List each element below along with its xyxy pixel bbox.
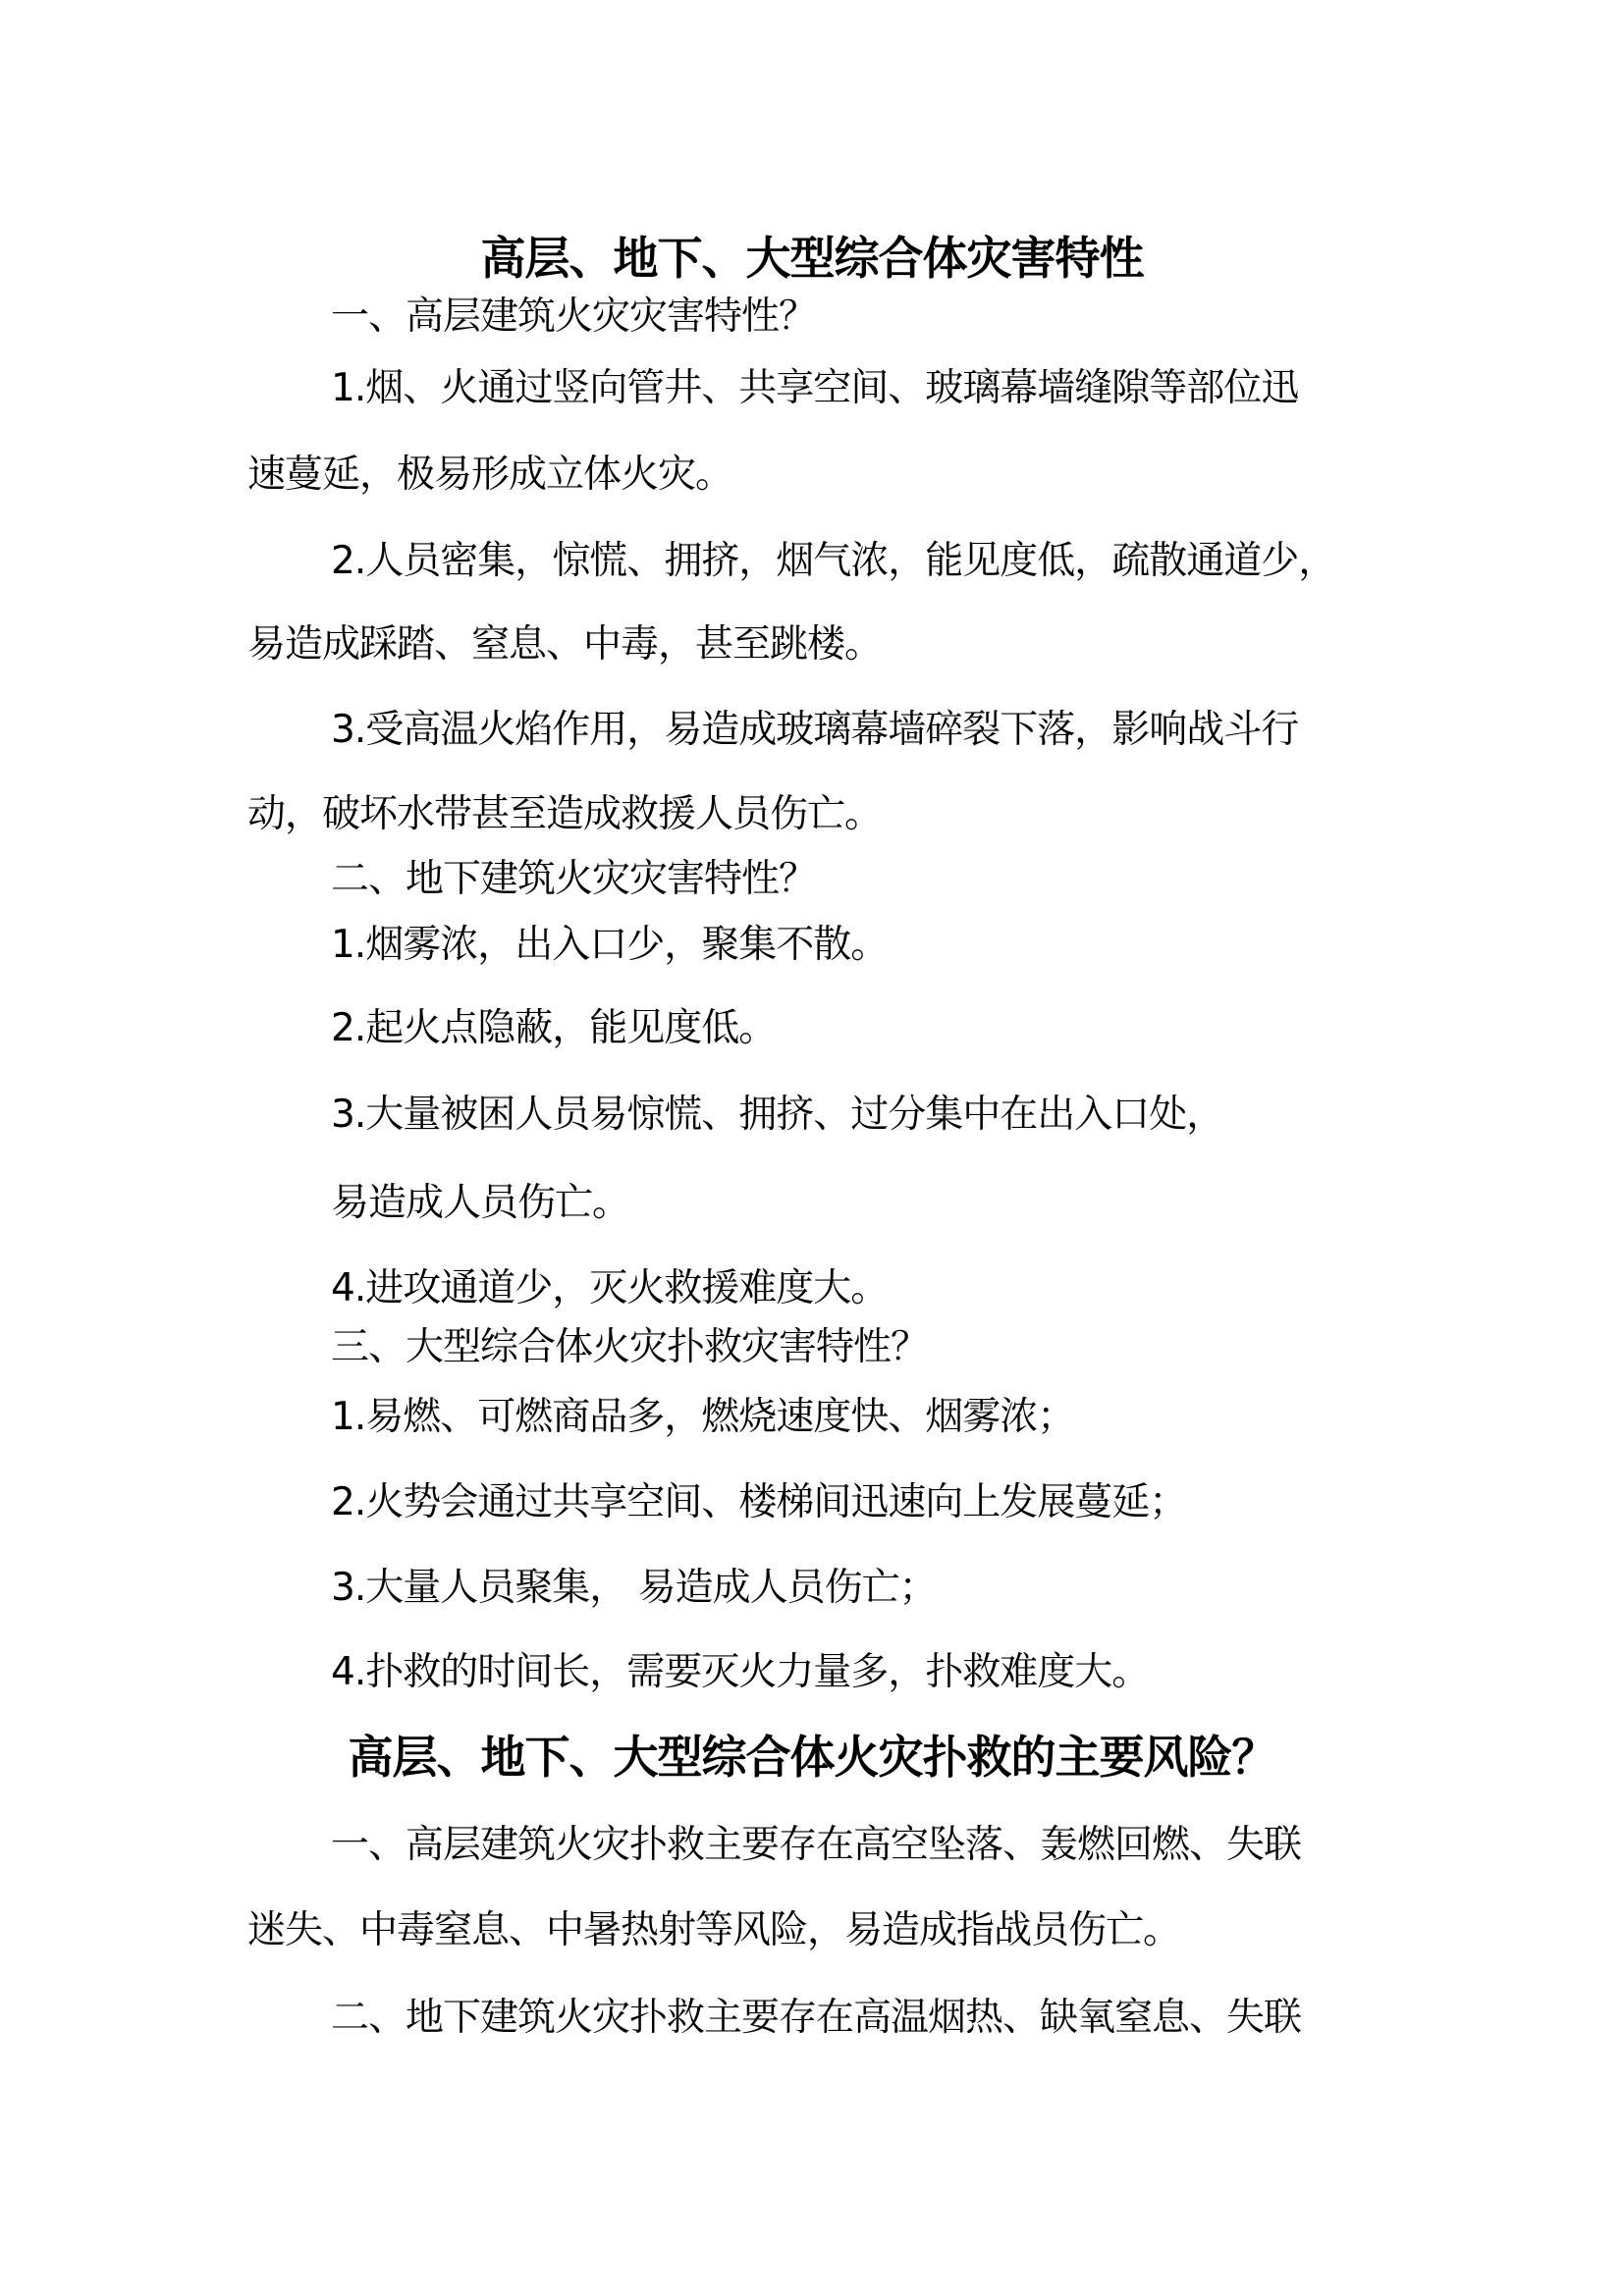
paragraph-line: 易造成人员伤亡。 — [331, 1181, 630, 1225]
paragraph-line: 动，破坏水带甚至造成救援人员伤亡。 — [247, 792, 883, 836]
paragraph-line: 2.人员密集，惊慌、拥挤，烟气浓，能见度低，疏散通道少， — [331, 539, 1336, 583]
part-heading: 二、地下建筑火灾灾害特性？ — [331, 857, 817, 901]
paragraph-line: 速蔓延，极易形成立体火灾。 — [247, 453, 733, 497]
paragraph-line: 1.烟雾浓，出入口少，聚集不散。 — [331, 923, 889, 967]
paragraph-line: 1.易燃、可燃商品多，燃烧速度快、烟雾浓； — [331, 1395, 1075, 1439]
paragraph-line: 3.受高温火焰作用，易造成玻璃幕墙碎裂下落，影响战斗行 — [331, 708, 1299, 752]
paragraph-line: 3.大量被困人员易惊慌、拥挤、过分集中在出入口处， — [331, 1093, 1224, 1137]
paragraph-line: 1.烟、火通过竖向管井、共享空间、玻璃幕墙缝隙等部位迅 — [331, 366, 1299, 410]
section-title: 高层、地下、大型综合体火灾扑救的主要风险？ — [348, 1731, 1276, 1784]
part-heading: 一、高层建筑火灾灾害特性？ — [331, 294, 817, 339]
paragraph-line: 2.起火点隐蔽，能见度低。 — [331, 1006, 777, 1050]
paragraph-line: 二、地下建筑火灾扑救主要存在高温烟热、缺氧窒息、失联 — [331, 1996, 1302, 2040]
paragraph-line: 一、高层建筑火灾扑救主要存在高空坠落、轰燃回燃、失联 — [331, 1823, 1302, 1867]
paragraph-line: 易造成踩踏、窒息、中毒，甚至跳楼。 — [247, 622, 883, 667]
section-title: 高层、地下、大型综合体灾害特性 — [480, 232, 1144, 285]
paragraph-line: 3.大量人员聚集， 易造成人员伤亡； — [331, 1566, 937, 1610]
paragraph-line: 2.火势会通过共享空间、楼梯间迅速向上发展蔓延； — [331, 1480, 1187, 1524]
paragraph-line: 4.进攻通道少，灭火救援难度大。 — [331, 1266, 889, 1310]
paragraph-line: 迷失、中毒窒息、中暑热射等风险，易造成指战员伤亡。 — [247, 1908, 1181, 1952]
paragraph-line: 4.扑救的时间长，需要灭火力量多，扑救难度大。 — [331, 1650, 1150, 1694]
part-heading: 三、大型综合体火灾扑救灾害特性？ — [331, 1325, 929, 1369]
